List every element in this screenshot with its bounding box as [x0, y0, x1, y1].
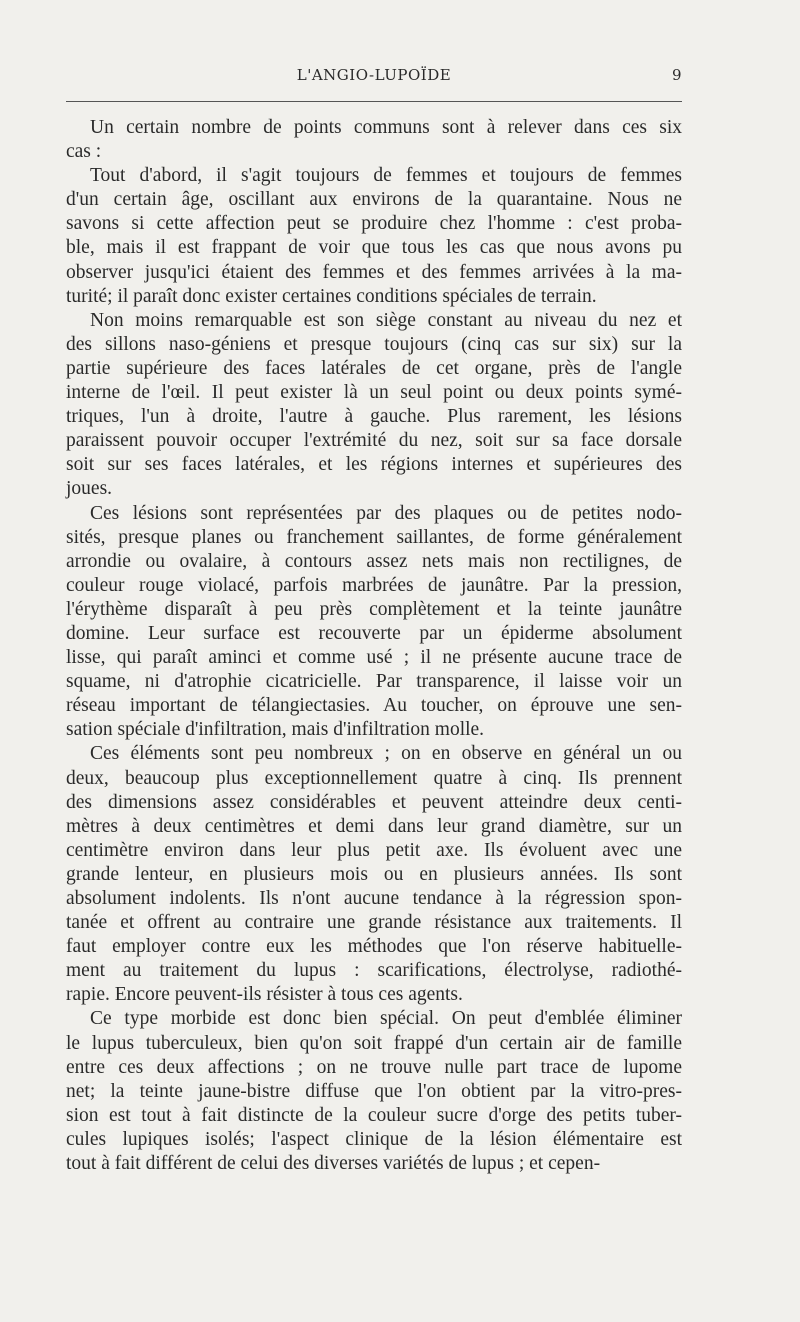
- text-line: net; la teinte jaune-bistre diffuse que l'on obtient par la vitro-pres-: [66, 1080, 682, 1102]
- text-line: cas :: [66, 141, 102, 163]
- text-line: le lupus tuberculeux, bien qu'on soit frappé d'un certain air de famille: [66, 1032, 682, 1054]
- text-line: faut employer contre eux les méthodes que l'on réserve habituelle-: [66, 936, 682, 958]
- text-line: réseau important de télangiectasies. Au toucher, on éprouve une sen-: [66, 695, 682, 717]
- body-text: [66, 116, 682, 1176]
- paragraph: [66, 1007, 682, 1176]
- text-line: d'un certain âge, oscillant aux environs de la quarantaine. Nous ne: [66, 189, 682, 211]
- text-line: observer jusqu'ici étaient des femmes et des femmes arrivées à la ma-: [66, 261, 682, 283]
- paragraph: [66, 742, 682, 1007]
- paragraph: [66, 309, 682, 502]
- text-line: tout à fait différent de celui des diverses variétés de lupus ; et cepen-: [66, 1153, 601, 1175]
- text-line: savons si cette affection peut se produire chez l'homme : c'est proba-: [66, 213, 682, 235]
- text-line: Tout d'abord, il s'agit toujours de femmes et toujours de femmes: [90, 165, 682, 187]
- text-line: deux, beaucoup plus exceptionnellement quatre à cinq. Ils prennent: [66, 767, 682, 789]
- page-header: [66, 66, 682, 88]
- paragraph: [66, 164, 682, 309]
- running-title: L'ANGIO-LUPOÏDE: [296, 66, 452, 84]
- text-line: Non moins remarquable est son siège constant au niveau du nez et: [90, 309, 682, 331]
- text-line: absolument indolents. Ils n'ont aucune tendance à la régression spon-: [66, 888, 682, 909]
- text-line: squame, ni d'atrophie cicatricielle. Par transparence, il laisse voir un: [66, 671, 682, 693]
- text-line: partie supérieure des faces latérales de cet organe, près de l'angle: [66, 357, 682, 379]
- text-line: domine. Leur surface est recouverte par un épiderme absolument: [66, 622, 682, 644]
- text-line: des sillons naso-géniens et presque toujours (cinq cas sur six) sur la: [66, 333, 682, 355]
- text-line: sation spéciale d'infiltration, mais d'infiltration molle.: [66, 719, 485, 741]
- paragraph: [66, 116, 682, 164]
- text-line: lisse, qui paraît aminci et comme usé ; il ne présente aucune trace de: [66, 647, 682, 669]
- text-line: arrondie ou ovalaire, à contours assez nets mais non rectilignes, de: [66, 550, 682, 572]
- text-line: des dimensions assez considérables et peuvent atteindre deux centi-: [66, 791, 682, 813]
- text-line: rapie. Encore peuvent-ils résister à tous ces agents.: [66, 984, 463, 1006]
- text-line: Un certain nombre de points communs sont à relever dans ces six: [90, 117, 682, 138]
- text-line: ble, mais il est frappant de voir que tous les cas que nous avons pu: [66, 237, 682, 259]
- text-line: l'érythème disparaît à peu près complètement et la teinte jaunâtre: [66, 598, 682, 620]
- text-line: paraissent pouvoir occuper l'extrémité du nez, soit sur sa face dorsale: [66, 430, 682, 452]
- text-line: Ces lésions sont représentées par des plaques ou de petites nodo-: [90, 502, 682, 524]
- text-line: Ces éléments sont peu nombreux ; on en observe en général un ou: [90, 743, 682, 765]
- text-line: centimètre environ dans leur plus petit axe. Ils évoluent avec une: [66, 839, 682, 861]
- text-line: joues.: [66, 478, 113, 500]
- page-number: 9: [671, 66, 682, 84]
- text-line: soit sur ses faces latérales, et les régions internes et supérieures des: [66, 454, 682, 476]
- text-line: ment au traitement du lupus : scarifications, électrolyse, radiothé-: [66, 960, 682, 982]
- text-line: sités, presque planes ou franchement saillantes, de forme généralement: [66, 526, 682, 548]
- text-line: tanée et offrent au contraire une grande résistance aux traitements. Il: [66, 912, 682, 934]
- text-line: couleur rouge violacé, parfois marbrées de jaunâtre. Par la pression,: [66, 574, 682, 596]
- text-line: cules lupiques isolés; l'aspect clinique de la lésion élémentaire est: [66, 1128, 682, 1150]
- text-line: sion est tout à fait distincte de la couleur sucre d'orge des petits tuber-: [66, 1104, 682, 1126]
- text-line: turité; il paraît donc exister certaines conditions spéciales de terrain.: [66, 285, 597, 307]
- text-line: Ce type morbide est donc bien spécial. On peut d'emblée éliminer: [90, 1008, 682, 1030]
- text-line: triques, l'un à droite, l'autre à gauche. Plus rarement, les lésions: [66, 406, 682, 428]
- paragraph: [66, 502, 682, 743]
- header-rule: [66, 101, 682, 102]
- text-line: entre ces deux affections ; on ne trouve nulle part trace de lupome: [66, 1056, 682, 1078]
- text-line: interne de l'œil. Il peut exister là un seul point ou deux points symé-: [66, 382, 682, 404]
- text-line: grande lenteur, en plusieurs mois ou en plusieurs années. Ils sont: [66, 863, 682, 885]
- text-line: mètres à deux centimètres et demi dans leur grand diamètre, sur un: [66, 815, 682, 837]
